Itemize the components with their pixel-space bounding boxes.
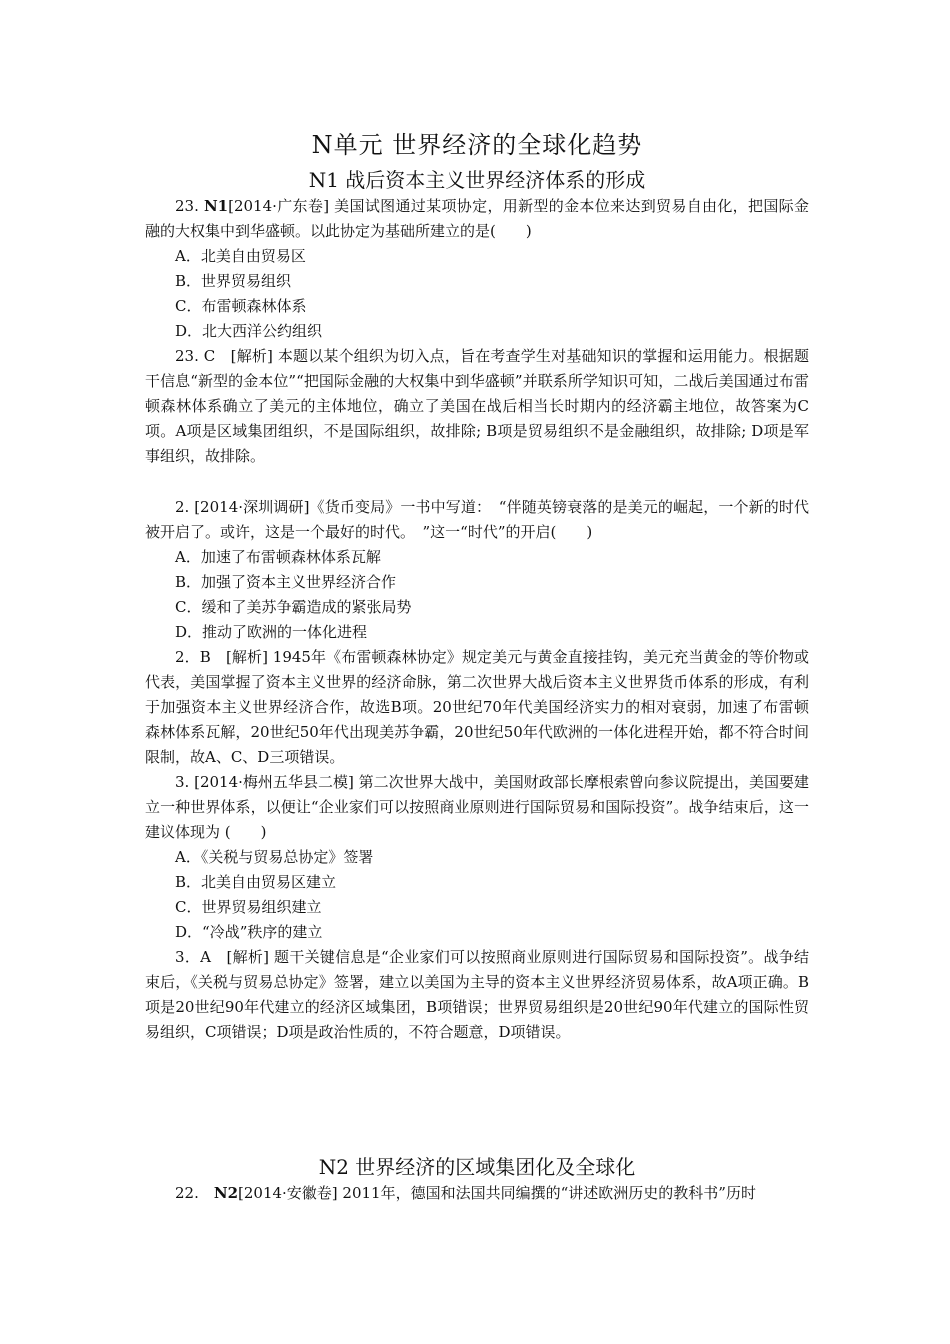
question-23: 23. N1[2014·广东卷] 美国试图通过某项协定，用新型的金本位来达到贸易自由化，把国际金融的大权集中到华盛顿。以此协定为基础所建立的是( ) (145, 197, 809, 240)
section-heading-n2: N2 世界经济的区域集团化及全球化 (318, 1155, 636, 1179)
topic-tag: N1 (203, 197, 229, 215)
topic-tag: N2 (213, 1184, 239, 1202)
option-a: A．北美自由贸易区 (175, 247, 306, 265)
unit-title: N单元 世界经济的全球化趋势 (311, 131, 643, 159)
question-3: 3. [2014·梅州五华县二模] 第二次世界大战中，美国财政部长摩根索曾向参议院提出，美国要建立一种世界体系，以便让“企业家们可以按照商业原则进行国际贸易和国际投资”。战争结束后，这一建议体现为 ( ) (145, 773, 809, 841)
option-d: D．“冷战”秩序的建立 (175, 923, 323, 941)
option-b: B．世界贸易组织 (175, 272, 292, 290)
question-2: 2. [2014·深圳调研]《货币变局》一书中写道： “伴随英镑衰落的是美元的崛起，一个新的时代被开启了。或许，这是一个最好的时代。 ”这一“时代”的开启( ) (145, 498, 809, 541)
question-22: 22. N2[2014·安徽卷] 2011年，德国和法国共同编撰的“讲述欧洲历史的教科书”历时 (175, 1184, 756, 1202)
document-page (145, 128, 809, 1206)
section-heading-n1: N1 战后资本主义世界经济体系的形成 (308, 168, 646, 192)
answer-2: 2．B [解析] 1945年《布雷顿森林协定》规定美元与黄金直接挂钩，美元充当黄金的等价物或代表，美国掌握了资本主义世界的经济命脉，第二次世界大战后资本主义世界货币体系的形成，有利于加强资本主义世界经济合作，故选B项。20世纪70年代美国经济实力的相对衰弱，加速了布雷顿森林体系瓦解，20世纪50年代出现美苏争霸，20世纪50年代欧洲的一体化进程开始，都不符合时间限制，故A、C、D三项错误。 (145, 648, 809, 766)
option-d: D．北大西洋公约组织 (175, 322, 323, 340)
answer-23: 23. C [解析] 本题以某个组织为切入点，旨在考查学生对基础知识的掌握和运用能力。根据题干信息“新型的金本位”“把国际金融的大权集中到华盛顿”并联系所学知识可知，二战后美国通过布雷顿森林体系确立了美元的主体地位，确立了美国在战后相当长时期内的经济霸主地位，故答案为C项。A项是区域集团组织，不是国际组织，故排除; B项是贸易组织不是金融组织，故排除; D项是军事组织，故排除。 (145, 347, 809, 465)
answer-3: 3．A [解析] 题干关键信息是“企业家们可以按照商业原则进行国际贸易和国际投资”。战争结束后，《关税与贸易总协定》签署，建立以美国为主导的资本主义世界经济贸易体系，故A项正确。B项是20世纪90年代建立的经济区域集团，B项错误；世界贸易组织是20世纪90年代建立的国际性贸易组织，C项错误；D项是政治性质的，不符合题意，D项错误。 (145, 948, 809, 1041)
option-c: C．缓和了美苏争霸造成的紧张局势 (175, 598, 412, 616)
option-b: B．北美自由贸易区建立 (175, 873, 337, 891)
option-b: B．加强了资本主义世界经济合作 (175, 573, 397, 591)
option-c: C．布雷顿森林体系 (175, 297, 307, 315)
option-a: A．加速了布雷顿森林体系瓦解 (175, 548, 381, 566)
option-c: C．世界贸易组织建立 (175, 898, 322, 916)
option-a: A．《关税与贸易总协定》签署 (175, 848, 374, 866)
option-d: D．推动了欧洲的一体化进程 (175, 623, 368, 641)
